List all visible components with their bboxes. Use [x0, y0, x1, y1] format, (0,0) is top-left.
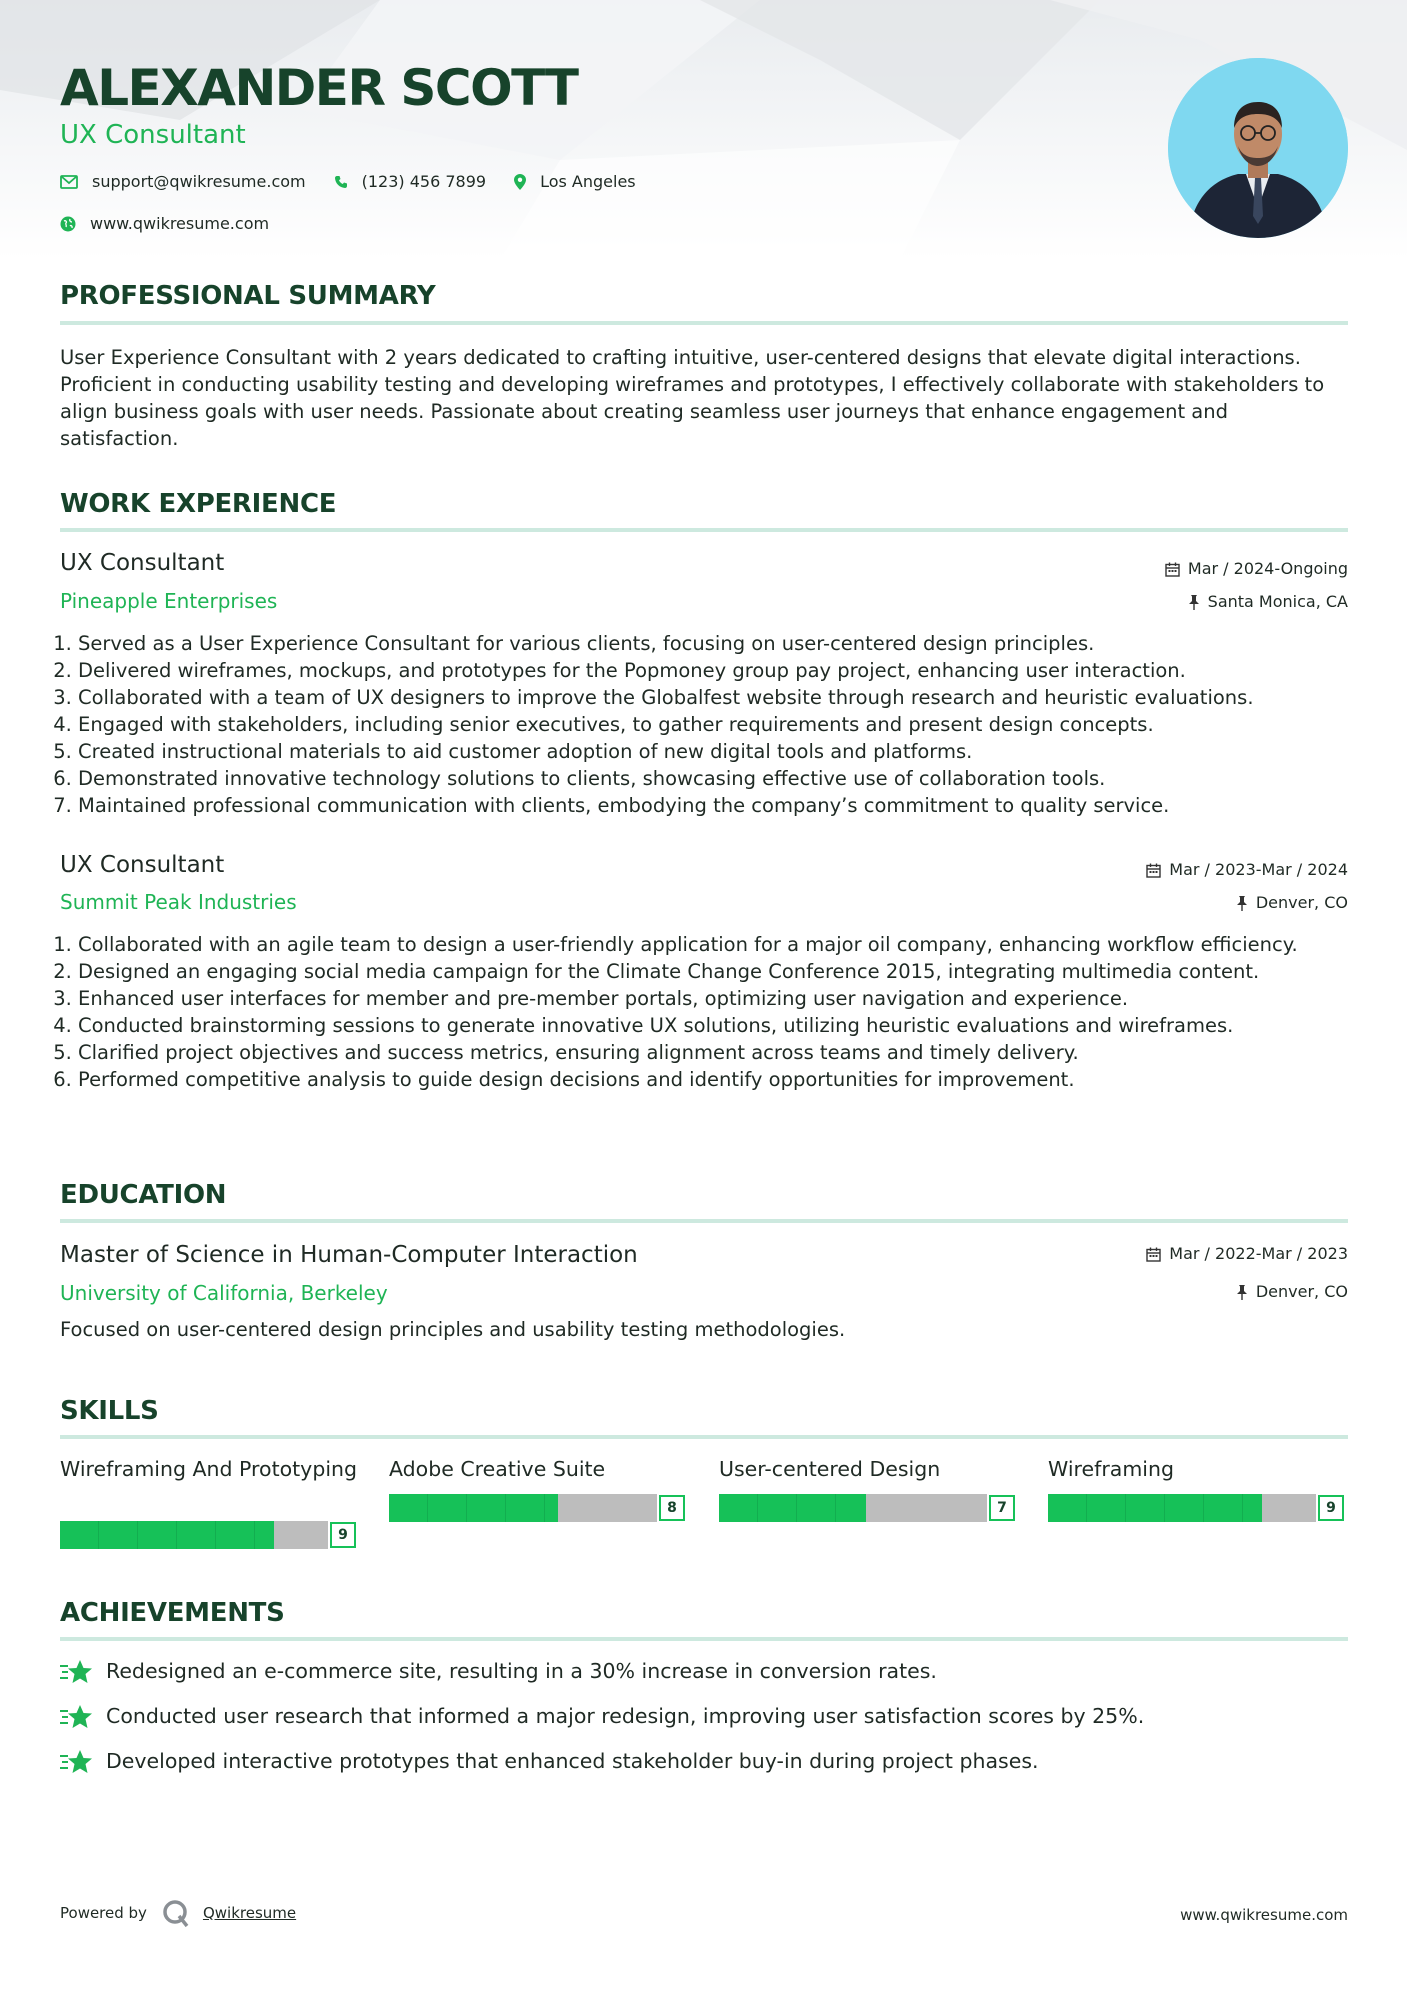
- education-dates: [1146, 1243, 1348, 1265]
- summary-text: User Experience Consultant with 2 years dedicated to crafting intuitive, user-centered designs that elevate digital interactions. Proficient in conducting usability testing and developing wireframes and prototypes, I effectively collaborate with stakeholders to align business goals with user needs. Passionate about creating seamless user journeys that enhance engagement and satisfaction.: [60, 346, 1325, 450]
- skill-bar-track: [60, 1521, 328, 1549]
- skills-divider: [60, 1435, 1348, 1439]
- skill-item: [389, 1456, 689, 1516]
- contact-website[interactable]: [60, 214, 269, 233]
- envelope-icon: [60, 175, 78, 189]
- calendar-icon: [1146, 1247, 1161, 1262]
- skill-score: 7: [989, 1495, 1015, 1521]
- skill-bar-fill: [389, 1494, 558, 1522]
- job-dates: [1146, 859, 1348, 881]
- contact-phone[interactable]: [334, 172, 486, 191]
- skill-bar-track: [389, 1494, 657, 1522]
- qwikresume-logo-icon: [161, 1898, 191, 1928]
- achievements-divider: [60, 1637, 1348, 1641]
- skill-score: 8: [659, 1495, 685, 1521]
- contact-location: [514, 172, 636, 191]
- experience-divider: [60, 528, 1348, 532]
- candidate-name: ALEXANDER SCOTT: [60, 59, 578, 117]
- education-location-text: Denver, CO: [1255, 1282, 1348, 1301]
- email-text: support@qwikresume.com: [92, 172, 306, 191]
- job-location-text: Denver, CO: [1255, 893, 1348, 912]
- skill-level-bar: [60, 1520, 360, 1550]
- achievement-text: Redesigned an e-commerce site, resulting in a 30% increase in conversion rates.: [106, 1659, 937, 1683]
- list-item: 6. Demonstrated innovative technology solutions to clients, showcasing effective use of collaboration tools.: [78, 765, 1366, 792]
- skills-heading: SKILLS: [60, 1396, 159, 1426]
- skill-score: 9: [330, 1522, 356, 1548]
- footer-url[interactable]: www.qwikresume.com: [1180, 1906, 1348, 1924]
- school-name: University of California, Berkeley: [60, 1281, 388, 1305]
- achievement-item: [60, 1658, 937, 1685]
- summary-divider: [60, 321, 1348, 325]
- job-title: UX Consultant: [60, 852, 225, 878]
- skill-name: Wireframing And Prototyping: [60, 1457, 358, 1481]
- job-location: [1188, 591, 1348, 613]
- list-item: 6. Performed competitive analysis to guide design decisions and identify opportunities for improvement.: [78, 1066, 1366, 1093]
- footer-powered-by: [60, 1898, 296, 1928]
- calendar-icon: [1165, 562, 1180, 577]
- skill-item: [1048, 1456, 1348, 1516]
- contact-row-secondary: [60, 214, 297, 233]
- skill-bar-fill: [1048, 1494, 1262, 1522]
- education-divider: [60, 1219, 1348, 1223]
- job-dates-text: Mar / 2023-Mar / 2024: [1169, 860, 1348, 879]
- list-item: 2. Delivered wireframes, mockups, and prototypes for the Popmoney group pay project, enhancing user interaction.: [78, 657, 1366, 684]
- candidate-role: UX Consultant: [60, 120, 246, 150]
- education-dates-text: Mar / 2022-Mar / 2023: [1169, 1244, 1348, 1263]
- powered-by-label: Powered by: [60, 1904, 147, 1922]
- list-item: 4. Engaged with stakeholders, including senior executives, to gather requirements and present design concepts.: [78, 711, 1366, 738]
- pushpin-icon: [1236, 896, 1248, 911]
- job-location-text: Santa Monica, CA: [1207, 592, 1348, 611]
- contact-row-primary: [60, 172, 664, 191]
- skill-name: User-centered Design: [719, 1457, 941, 1481]
- job-title: UX Consultant: [60, 550, 225, 576]
- summary-heading: PROFESSIONAL SUMMARY: [60, 281, 436, 311]
- phone-icon: [334, 175, 348, 189]
- list-item: 1. Collaborated with an agile team to design a user-friendly application for a major oil company, enhancing workflow efficiency.: [78, 931, 1366, 958]
- skill-name: Adobe Creative Suite: [389, 1457, 606, 1481]
- list-item: 2. Designed an engaging social media campaign for the Climate Change Conference 2015, integrating multimedia content.: [78, 958, 1366, 985]
- skill-bar-fill: [60, 1521, 274, 1549]
- experience-heading: WORK EXPERIENCE: [60, 489, 337, 519]
- brand-link[interactable]: Qwikresume: [202, 1904, 297, 1922]
- education-location: [1236, 1281, 1348, 1303]
- achievement-text: Developed interactive prototypes that enhanced stakeholder buy-in during project phases.: [106, 1749, 1039, 1773]
- job-dates-text: Mar / 2024-Ongoing: [1187, 559, 1348, 578]
- profile-photo: [1168, 58, 1348, 238]
- list-item: 4. Conducted brainstorming sessions to generate innovative UX solutions, utilizing heuristic evaluations and wireframes.: [78, 1012, 1366, 1039]
- list-item: 1. Served as a User Experience Consultant for various clients, focusing on user-centered design principles.: [78, 630, 1366, 657]
- achievements-heading: ACHIEVEMENTS: [60, 1598, 285, 1628]
- star-badge-icon: [60, 1704, 92, 1730]
- skill-name: Wireframing: [1048, 1457, 1174, 1481]
- contact-email[interactable]: [60, 172, 306, 191]
- globe-icon: [60, 216, 76, 232]
- skill-level-bar: [389, 1493, 689, 1523]
- skill-bar-fill: [719, 1494, 866, 1522]
- skill-item: [60, 1456, 360, 1543]
- job-responsibilities-list: [60, 630, 1366, 819]
- star-badge-icon: [60, 1749, 92, 1775]
- degree-title: Master of Science in Human-Computer Interaction: [60, 1242, 638, 1268]
- education-heading: EDUCATION: [60, 1180, 227, 1210]
- calendar-icon: [1146, 863, 1161, 878]
- pushpin-icon: [1188, 595, 1200, 610]
- skill-item: [719, 1456, 1019, 1516]
- achievement-item: [60, 1703, 1144, 1730]
- skill-bar-track: [719, 1494, 987, 1522]
- skill-bar-track: [1048, 1494, 1316, 1522]
- phone-text: (123) 456 7899: [361, 172, 487, 191]
- list-item: 7. Maintained professional communication with clients, embodying the company’s commitment to quality service.: [78, 792, 1366, 819]
- job-location: [1236, 892, 1348, 914]
- achievement-item: [60, 1748, 1039, 1775]
- list-item: 3. Enhanced user interfaces for member and pre-member portals, optimizing user navigation and experience.: [78, 985, 1366, 1012]
- skill-level-bar: [1048, 1493, 1348, 1523]
- website-text: www.qwikresume.com: [90, 214, 270, 233]
- education-description: Focused on user-centered design principles and usability testing methodologies.: [60, 1318, 846, 1341]
- pushpin-icon: [1236, 1285, 1248, 1300]
- job-dates: [1165, 558, 1348, 580]
- location-text: Los Angeles: [540, 172, 636, 191]
- achievement-text: Conducted user research that informed a major redesign, improving user satisfaction scores by 25%.: [106, 1704, 1145, 1728]
- skill-level-bar: [719, 1493, 1019, 1523]
- list-item: 5. Clarified project objectives and success metrics, ensuring alignment across teams and timely delivery.: [78, 1039, 1366, 1066]
- map-pin-icon: [514, 174, 526, 190]
- portrait-image: [1168, 58, 1348, 238]
- star-badge-icon: [60, 1659, 92, 1685]
- job-company: Summit Peak Industries: [60, 890, 297, 914]
- list-item: 3. Collaborated with a team of UX designers to improve the Globalfest website through research and heuristic evaluations.: [78, 684, 1366, 711]
- job-responsibilities-list: [60, 931, 1366, 1093]
- job-company: Pineapple Enterprises: [60, 589, 278, 613]
- skill-score: 9: [1318, 1495, 1344, 1521]
- list-item: 5. Created instructional materials to aid customer adoption of new digital tools and platforms.: [78, 738, 1366, 765]
